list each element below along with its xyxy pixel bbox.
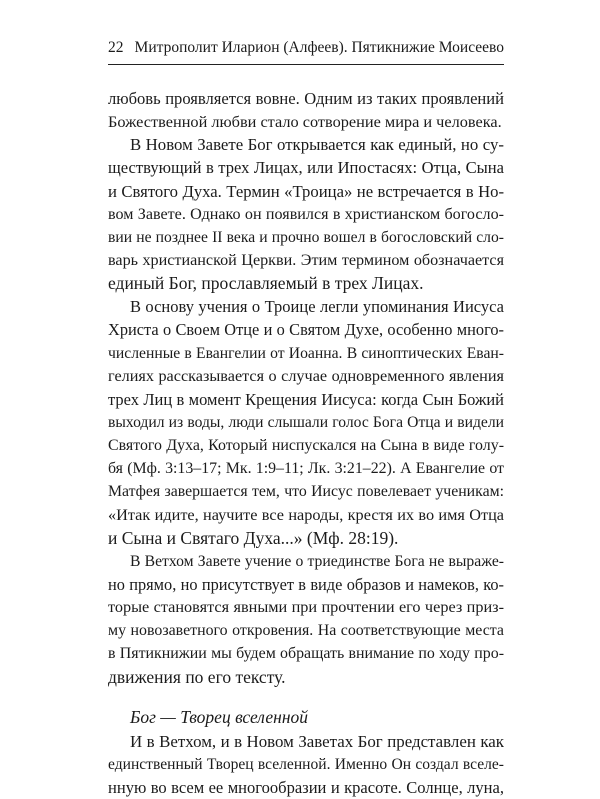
text-line: единый Бог, прославляемый в трех Лицах.: [108, 273, 424, 294]
text-line: му новозаветного откровения. На соответствующие места: [108, 622, 504, 640]
text-line: бя (Мф. 3:13–17; Мк. 1:9–11; Лк. 3:21–22). А Евангелие от: [108, 460, 504, 478]
text-line: В Ветхом Завете учение о триединстве Бога не выраже-: [130, 552, 504, 570]
text-line: единственный Творец вселенной. Именно Он создал вселе-: [108, 755, 504, 773]
text-line: вом Завете. Однако он появился в христианском богосло-: [108, 205, 504, 223]
text-line: вии не позднее II века и прочно вошел в богословский сло-: [108, 228, 504, 246]
body-text: [108, 87, 504, 799]
paragraph: [108, 87, 504, 133]
text-line: трех Лиц в момент Крещения Иисуса: когда Сын Божий: [108, 389, 504, 409]
text-line: Божественной любви стало сотворение мира и человека.: [108, 112, 502, 132]
header-rule: [108, 64, 504, 65]
running-head: [108, 37, 504, 59]
paragraph: [108, 133, 504, 295]
text-line: Матфея завершается тем, что Иисус повелевает ученикам:: [108, 483, 504, 501]
text-line: и Сына и Святаго Духа...» (Мф. 28:19).: [108, 527, 399, 548]
text-line: но прямо, но присутствует в виде образов и намеков, ко-: [108, 574, 504, 594]
text-line: выходил из воды, люди слышали голос Бога Отца и видели: [108, 413, 504, 431]
text-line: Христа о Своем Отце и о Святом Духе, особенно много-: [108, 320, 504, 340]
text-line: ществующий в трех Лицах, или Ипостасях: Отца, Сына: [108, 158, 504, 178]
text-line: И в Ветхом, и в Новом Заветах Бог представлен как: [130, 731, 504, 751]
text-line: «Итак идите, научите все народы, крестя их во имя Отца: [108, 505, 504, 524]
book-title: Митрополит Иларион (Алфеев). Пятикнижие Моисеево: [134, 39, 504, 56]
text-line: В Новом Завете Бог открывается как единый, но су-: [130, 135, 504, 155]
text-line: и Святого Духа. Термин «Троица» не встречается в Но-: [108, 181, 504, 201]
text-line: гелиях рассказывается о случае одновременного явления: [108, 366, 504, 385]
paragraph: [108, 550, 504, 689]
section-heading: Бог — Творец вселенной: [130, 706, 308, 727]
page-number: 22: [108, 39, 124, 56]
text-line: В основу учения о Троице легли упоминания Иисуса: [130, 297, 504, 317]
text-line: в Пятикнижии мы будем обращать внимание по ходу про-: [108, 645, 504, 663]
section-spacer: [108, 689, 504, 705]
text-line: любовь проявляется вовне. Одним из таких проявлений: [108, 89, 504, 108]
paragraph: [108, 730, 504, 799]
paragraph: [108, 295, 504, 550]
text-line: нную во всем ее многообразии и красоте. Солнце, луна,: [108, 777, 504, 797]
text-line: торые становятся явными при прочтении его через приз-: [108, 598, 504, 617]
text-line: варь христианской Церкви. Этим термином обозначается: [108, 251, 504, 269]
text-line: численные в Евангелии от Иоанна. В синоптических Еван-: [108, 344, 504, 362]
text-line: Святого Духа, Который ниспускался на Сына в виде голу-: [108, 437, 504, 455]
text-line: движения по его тексту.: [108, 666, 286, 687]
